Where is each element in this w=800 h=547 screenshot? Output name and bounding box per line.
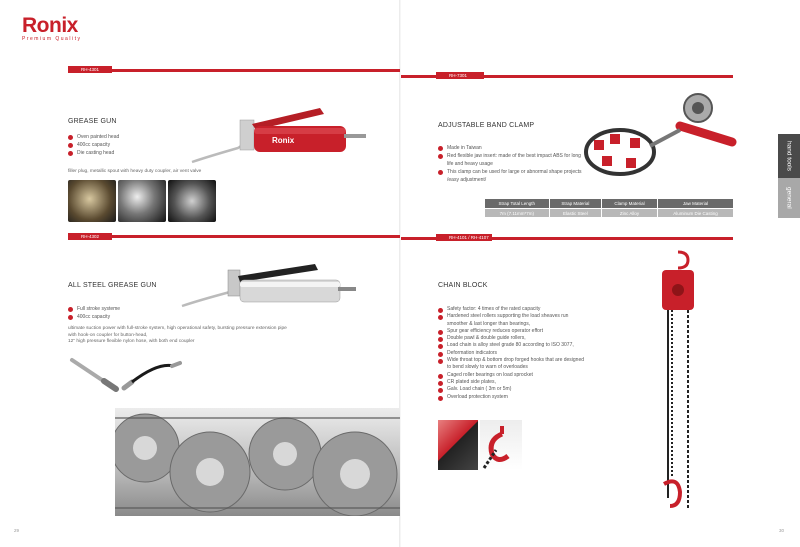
column-header: Clamp Material	[602, 199, 658, 209]
feature-list	[68, 133, 119, 157]
flexible-hose-image	[118, 358, 182, 392]
spec-table	[484, 198, 734, 218]
feature-item: Hardened steel rollers supporting the load sheaves run smoother & last longer than bearings,	[438, 313, 588, 328]
product-code-tag: RH-4302	[68, 233, 112, 240]
detail-photo	[118, 180, 166, 222]
detail-photo	[68, 180, 116, 222]
steel-grease-gun-image	[180, 262, 360, 312]
product-title: ADJUSTABLE BAND CLAMP	[438, 122, 535, 129]
column-header: Strap Material	[549, 199, 602, 209]
feature-item: Overload protection system	[438, 394, 588, 401]
feature-item: This clamp can be used for large or abnormal shape projects /easy adjustment/	[438, 168, 588, 184]
column-header: Jaw Material	[657, 199, 733, 209]
feature-list	[68, 305, 120, 321]
column-header: Strap Total Length	[485, 199, 550, 209]
table-header-row	[485, 199, 734, 209]
detail-photo	[168, 180, 216, 222]
feature-item: Galv. Load chain ( 3m or 5m)	[438, 386, 588, 393]
feature-item: Oven painted head	[68, 133, 119, 141]
table-cell: Aluminum Die Casting	[657, 209, 733, 218]
feature-item: Die casting head	[68, 149, 119, 157]
hook-image	[480, 420, 522, 470]
section-divider	[68, 69, 400, 72]
feature-item: Safety factor: 4 times of the rated capacity	[438, 306, 588, 313]
product-title: CHAIN BLOCK	[438, 282, 488, 289]
chain-block-image	[650, 248, 706, 518]
table-row	[485, 209, 734, 218]
feature-list	[438, 144, 588, 184]
feature-item: Made in Taiwan	[438, 144, 588, 152]
feature-item: Wide throat top & bottom drop forged hooks that are designed to bend slowly to warn of overloades	[438, 357, 588, 372]
feature-item: Deformation indicators	[438, 350, 588, 357]
feature-item: 400cc capacity	[68, 141, 119, 149]
product-description: filler plug, metallic spout with heavy duty coupler, air vent valve	[68, 169, 202, 174]
coupler-image	[68, 356, 120, 392]
section-divider	[68, 235, 400, 238]
feature-item: Red flexible jaw insert: made of the best impact ABS for long life and heavy usage	[438, 152, 588, 168]
table-cell: Elastic Steel	[549, 209, 602, 218]
product-code-tag: RH-7301	[436, 72, 484, 79]
feature-item: CR plated side plates,	[438, 379, 588, 386]
table-cell: Zinc Alloy	[602, 209, 658, 218]
feature-item: Load chain is alloy steel grade 80 according to ISO 3077,	[438, 342, 588, 349]
tab-general[interactable]: general	[778, 178, 800, 218]
product-title: ALL STEEL GREASE GUN	[68, 282, 157, 289]
product-label: Ronix	[272, 136, 295, 145]
feature-item: Caged roller bearings on load sprocket	[438, 372, 588, 379]
tab-hand-tools[interactable]: hand tools	[778, 134, 800, 178]
gears-photo	[115, 408, 400, 516]
detail-photo	[480, 420, 522, 470]
feature-item: Double pawl & double guide rollers,	[438, 335, 588, 342]
detail-photo	[438, 420, 478, 470]
page-number: 29	[14, 528, 20, 533]
feature-item: 400cc capacity	[68, 313, 120, 321]
band-clamp-image	[580, 92, 740, 188]
brand-logo: Ronix	[22, 14, 78, 37]
feature-list	[438, 306, 588, 401]
product-code-tag: RH-4101 / RH-4107	[436, 234, 492, 241]
page-number: 30	[779, 528, 785, 533]
product-code-tag: RH-4301	[68, 66, 112, 73]
feature-item: Spur gear efficiency reduces operator effort	[438, 328, 588, 335]
product-description: ultimate suction power with full-stroke system, high operational safety, bursting pressure extension pipe with hook-on coupler for button-head, 12" high pressure flexible nylon hose, with both end coupler	[68, 326, 287, 344]
table-cell: 7m (7.11mm*7m)	[485, 209, 550, 218]
feature-item: Full stroke systeme	[68, 305, 120, 313]
product-title: GREASE GUN	[68, 118, 117, 125]
grease-gun-image	[190, 104, 370, 170]
brand-tagline: Premium Quality	[22, 36, 82, 42]
